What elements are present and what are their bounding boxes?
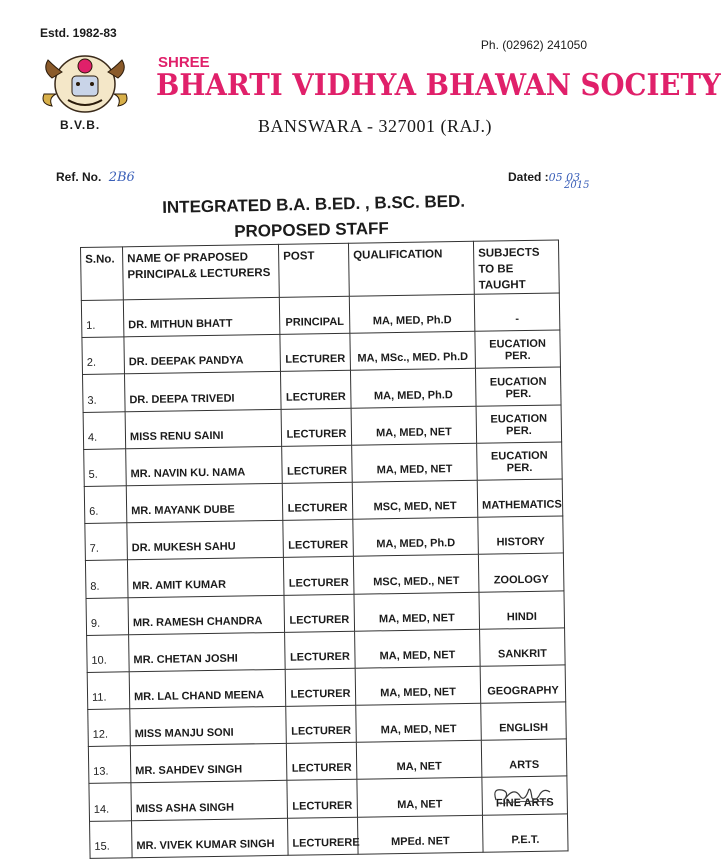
header-post: POST bbox=[278, 243, 349, 297]
reference-number bbox=[56, 170, 135, 185]
row-subject: ARTS bbox=[481, 739, 567, 778]
society-name: BHARTI VIDHYA BHAWAN SOCIETY bbox=[156, 68, 721, 103]
row-post: LECTURER bbox=[285, 668, 356, 706]
row-name: MR. RAMESH CHANDRA bbox=[128, 595, 285, 635]
dated-value: 05 03 bbox=[548, 171, 581, 184]
row-name: MR. MAYANK DUBE bbox=[126, 483, 283, 523]
header-name: NAME OF PRAPOSED PRINCIPAL& LECTURERS bbox=[123, 244, 280, 299]
row-qualification: MA, MED, NET bbox=[351, 406, 477, 445]
shree-label: SHREE bbox=[158, 54, 210, 71]
row-name: DR. MITHUN BHATT bbox=[123, 297, 280, 337]
row-subject: MATHEMATICS bbox=[477, 479, 563, 518]
table-header-row bbox=[81, 240, 560, 301]
society-address: BANSWARA - 327001 (RAJ.) bbox=[258, 116, 493, 136]
row-subject: HISTORY bbox=[478, 516, 564, 555]
row-sno: 13. bbox=[88, 746, 131, 784]
row-qualification: MA, NET bbox=[357, 778, 483, 817]
row-sno: 3. bbox=[83, 374, 126, 412]
row-post: LECTURER bbox=[283, 557, 354, 595]
row-qualification: MSC, MED., NET bbox=[353, 555, 479, 594]
row-sno: 12. bbox=[88, 709, 131, 747]
row-qualification: MA, MED, NET bbox=[352, 443, 478, 482]
row-qualification: MA, MED, NET bbox=[354, 592, 480, 631]
row-name: MISS RENU SAINI bbox=[125, 409, 282, 449]
established-year: Estd. 1982-83 bbox=[40, 26, 117, 40]
society-logo-icon bbox=[38, 48, 132, 120]
row-name: MR. SAHDEV SINGH bbox=[130, 744, 287, 784]
document-subtitle: PROPOSED STAFF bbox=[234, 218, 389, 241]
row-post: LECTURER bbox=[280, 333, 351, 371]
row-name: DR. DEEPA TRIVEDI bbox=[125, 372, 282, 412]
row-qualification: MA, MED, Ph.D bbox=[350, 369, 476, 408]
row-sno: 10. bbox=[87, 634, 130, 672]
row-sno: 11. bbox=[87, 672, 130, 710]
row-sno: 6. bbox=[84, 486, 127, 524]
row-name: MR. CHETAN JOSHI bbox=[129, 632, 286, 672]
row-post: LECTURER bbox=[285, 631, 356, 669]
header-sno: S.No. bbox=[81, 247, 124, 301]
row-name: MISS ASHA SINGH bbox=[131, 781, 288, 821]
row-subject: SANKRIT bbox=[480, 628, 566, 667]
row-post: LECTURER bbox=[286, 742, 357, 780]
header-subjects: SUBJECTS TO BE TAUGHT bbox=[473, 240, 559, 294]
logo-caption: B.V.B. bbox=[60, 118, 101, 132]
row-qualification: MA, MED, NET bbox=[356, 703, 482, 742]
row-post: LECTURERE bbox=[287, 817, 358, 855]
row-subject: - bbox=[474, 293, 560, 332]
table-row bbox=[90, 814, 569, 859]
row-sno: 14. bbox=[89, 783, 132, 821]
row-post: LECTURER bbox=[280, 371, 351, 409]
row-subject: GEOGRAPHY bbox=[480, 665, 566, 704]
row-name: MR. NAVIN KU. NAMA bbox=[126, 446, 283, 486]
row-subject: EUCATION PER. bbox=[475, 367, 561, 406]
document-title: INTEGRATED B.A. B.ED. , B.SC. BED. bbox=[162, 191, 466, 217]
row-qualification: MPEd. NET bbox=[357, 815, 483, 854]
row-post: LECTURER bbox=[281, 408, 352, 446]
row-name: MR. LAL CHAND MEENA bbox=[129, 669, 286, 709]
row-post: LECTURER bbox=[286, 705, 357, 743]
row-sno: 1. bbox=[81, 300, 124, 338]
ref-label: Ref. No. bbox=[56, 170, 102, 184]
row-post: LECTURER bbox=[287, 780, 358, 818]
signature-icon bbox=[490, 778, 554, 808]
row-post: LECTURER bbox=[282, 482, 353, 520]
row-sno: 9. bbox=[86, 597, 129, 635]
row-name: MR. AMIT KUMAR bbox=[127, 558, 284, 598]
row-subject: HINDI bbox=[479, 590, 565, 629]
row-qualification: MA, MED, Ph.D bbox=[349, 294, 475, 333]
row-name: MISS MANJU SONI bbox=[130, 706, 287, 746]
row-name: MR. VIVEK KUMAR SINGH bbox=[132, 818, 289, 858]
row-sno: 15. bbox=[90, 820, 133, 858]
row-qualification: MA, MED, NET bbox=[355, 666, 481, 705]
row-qualification: MA, MED, NET bbox=[355, 629, 481, 668]
ref-value: 2B6 bbox=[108, 170, 135, 185]
row-subject: EUCATION PER. bbox=[476, 405, 562, 444]
row-sno: 7. bbox=[85, 523, 128, 561]
row-qualification: MA, MED, Ph.D bbox=[353, 517, 479, 556]
row-subject: ENGLISH bbox=[481, 702, 567, 741]
row-sno: 2. bbox=[82, 337, 125, 375]
row-subject: EUCATION PER. bbox=[477, 442, 563, 481]
row-subject: P.E.T. bbox=[482, 814, 568, 853]
dated-year: 2015 bbox=[564, 180, 590, 191]
row-subject: ZOOLOGY bbox=[478, 553, 564, 592]
row-name: DR. MUKESH SAHU bbox=[127, 520, 284, 560]
row-sno: 5. bbox=[84, 449, 127, 487]
row-name: DR. DEEPAK PANDYA bbox=[124, 335, 281, 375]
staff-table bbox=[80, 239, 569, 858]
row-subject: EUCATION PER. bbox=[475, 330, 561, 369]
row-sno: 4. bbox=[83, 411, 126, 449]
row-post: LECTURER bbox=[283, 519, 354, 557]
row-qualification: MSC, MED, NET bbox=[352, 480, 478, 519]
row-post: LECTURER bbox=[284, 594, 355, 632]
row-qualification: MA, NET bbox=[356, 741, 482, 780]
row-post: PRINCIPAL bbox=[279, 296, 350, 334]
dated-label: Dated : bbox=[508, 170, 549, 184]
row-sno: 8. bbox=[85, 560, 128, 598]
row-qualification: MA, MSc., MED. Ph.D bbox=[350, 331, 476, 370]
row-subject: FINE ARTS bbox=[482, 776, 568, 815]
phone-number: Ph. (02962) 241050 bbox=[480, 38, 587, 52]
row-post: LECTURER bbox=[282, 445, 353, 483]
header-qualification: QUALIFICATION bbox=[348, 241, 474, 296]
